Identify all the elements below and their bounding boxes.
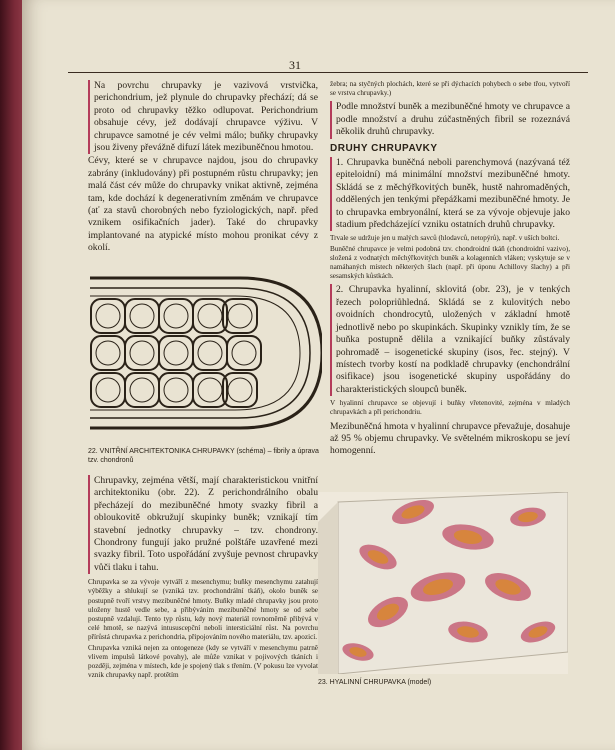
chondron (228, 304, 252, 328)
paragraph-hyaline-cartilage: 2. Chrupavka hyalinní, sklovitá (obr. 23), je v tenkých řezech polopriůhledná. Skládá se z kulovitých nebo ovoidních chondrocytů, uložených v základní hmotě jednotlivě nebo po skupinkách. Skupinky vznikly tím, že se buňka postupně dělila a vznikající buňky zůstávaly pohromadě – isogenetické skupiny (isos, řec. stejný). V místech tvorby kostí na podkladě chrupavky (enchondrální osifikace) jsou isogenetické skupiny uspořádány do charakteristických sloupců buněk. (330, 284, 570, 396)
page-number: 31 (289, 58, 301, 72)
right-column (330, 80, 570, 459)
paragraph-cellular-cartilage: 1. Chrupavka buněčná neboli parenchymová (nazývaná též epiteloidní) má minimální množství mezibuněčné hmoty. Skládá se z měchýřkovitých buněk, hustě nahromaděných, oddělených jen tenkými přepážkami mezibuněčné hmoty. Je to chrupavka embryonální, která se za vývoje objevuje jako stadium předcházející vzniku ostatních druhů chrupavky. (330, 157, 570, 231)
chondron (164, 378, 188, 402)
note-ontogeny: Chrupavka vzniká nejen za ontogeneze (kdy se vytváří v mesenchymu patrně vlivem impulsů látkové povahy), ale může vznikat v pojivových tkáních i později, zejména v místech, kde je spojený tlak s třením. (V pokusu lze vyvolat vznik chrupavky např. protětím (88, 643, 318, 680)
chondron (96, 341, 120, 365)
paragraph-perichondrium: Na povrchu chrupavky je vazivová vrstvička, perichondrium, jež plynule do chrupavky přechází; dá se proto od chrupavky těžko odlupovat. Perichondrium obsahuje cévy, jež dodávají chrupavce výživu. V chrupavce samotné je cév velmi málo; buňky chrupavky jsou živeny převážně difuzí látek mezibuněčnou hmotou. (88, 80, 318, 154)
chondron (130, 378, 154, 402)
chondron (130, 304, 154, 328)
figure-22-caption: 22. VNITŘNÍ ARCHITEKTONIKA CHRUPAVKY (schéma) – fibrily a úprava tzv. chondronů (88, 448, 319, 464)
note-development: Chrupavka se za vývoje vytváří z mesenchymu; buňky mesenchymu zatahují výběžky a shlukují se (vzniká tzv. prochondrální tkáň), okolo buněk se postupně tvoří vrstvy mezibuněčné hmoty. Buňky mladé chrupavky jsou proto uloženy hustě vedle sebe, a přibýváním mezibuněčné hmoty se od sebe postupně vzdalují. Tento typ růstu, kdy nový materiál rovnoměrně přibývá v celé hmotě, se nazývá intususcepční neboli intersticiální růst. Na povrchu přírůstá chrupavka z perichondria, připojováním nového materiálu, tzv. apozicí. (88, 578, 318, 642)
note-small-mammals: Trvale se udržuje jen u malých savců (hlodavců, netopýrů), např. v uších boltci. (330, 234, 560, 243)
figure-22-cartilage-architecture (90, 268, 322, 438)
left-column-top (88, 80, 318, 256)
note-chondroid-tissue: Buněčné chrupavce je velmi podobná tzv. chondroidní tkáň (chondroidní vazivo), složená z vodnatých měchýřkovitých buněk a kolagenních vláken; vyskytuje se v namáhaných místech některých šlach (např. při úponu Achillovy šlachy) a při sesamských kůstkách. (330, 244, 570, 281)
chondron (96, 378, 120, 402)
paragraph-intercellular-matrix: Mezibuněčná hmota v hyalinní chrupavce převažuje, dosahuje až 95 % objemu chrupavky. Ve světelném mikroskopu se jeví homogenní. (330, 420, 570, 457)
paragraph-vessels: Cévy, které se v chrupavce najdou, jsou do chrupavky zabrány (inkludovány) při postupném růstu chrupavky; jen malá část cév může do chrupavky vnikat aktivně, zejména tam, kde dochází k degenerativním změnám ve chrupavce (ať za stavů chorobných nebo fyziologických, např. před vznikem osifikačních jader). Také do chrupavky implantované na atypické místo mohou pronikat cévy z okolí. (88, 155, 318, 254)
paragraph-types-intro: Podle množství buněk a mezibuněčné hmoty ve chrupavce a podle množství a druhu zúčastněných fibril se rozeznává několik druhů chrupavky. (330, 101, 570, 138)
chondron (232, 341, 256, 365)
chondron (96, 304, 120, 328)
left-column-bottom (88, 475, 318, 681)
figure-23-caption: 23. HYALINNÍ CHRUPAVKA (model) (318, 679, 432, 686)
chondron (130, 341, 154, 365)
chondron (228, 378, 252, 402)
note-rib: žebra; na styčných plochách, které se při dýchacích pohybech o sebe třou, vytvoří se vrstva chrupavky.) (330, 80, 570, 98)
chondron (164, 341, 188, 365)
chondron (198, 304, 222, 328)
section-heading: DRUHY CHRUPAVKY (330, 142, 438, 154)
chondron (198, 341, 222, 365)
book-spine (0, 0, 24, 750)
paragraph-chondrons: Chrupavky, zejména větší, mají charakteristickou vnitřní architektoniku (obr. 22). Z perichondrálního obalu přecházejí do mezibuněčné hmoty svazky fibril a obloukovitě obkružují skupinky buněk; vznikají tím stavební jednotky chrupavky – tzv. chondrony. Chondrony fungují jako pružné polštáře uzavřené mezi svazky fibril. Toto uspořádání zvyšuje pevnost chrupavky vůči tlaku i tahu. (88, 475, 318, 574)
figure-23-hyaline-cartilage-model (318, 492, 568, 674)
chondron (198, 378, 222, 402)
chondron (164, 304, 188, 328)
note-spindle-cells: V hyalinní chrupavce se objevují i buňky vřetenovité, zejména v mladých chrupavkách a při perichondriu. (330, 399, 570, 417)
header-rule (68, 72, 588, 73)
